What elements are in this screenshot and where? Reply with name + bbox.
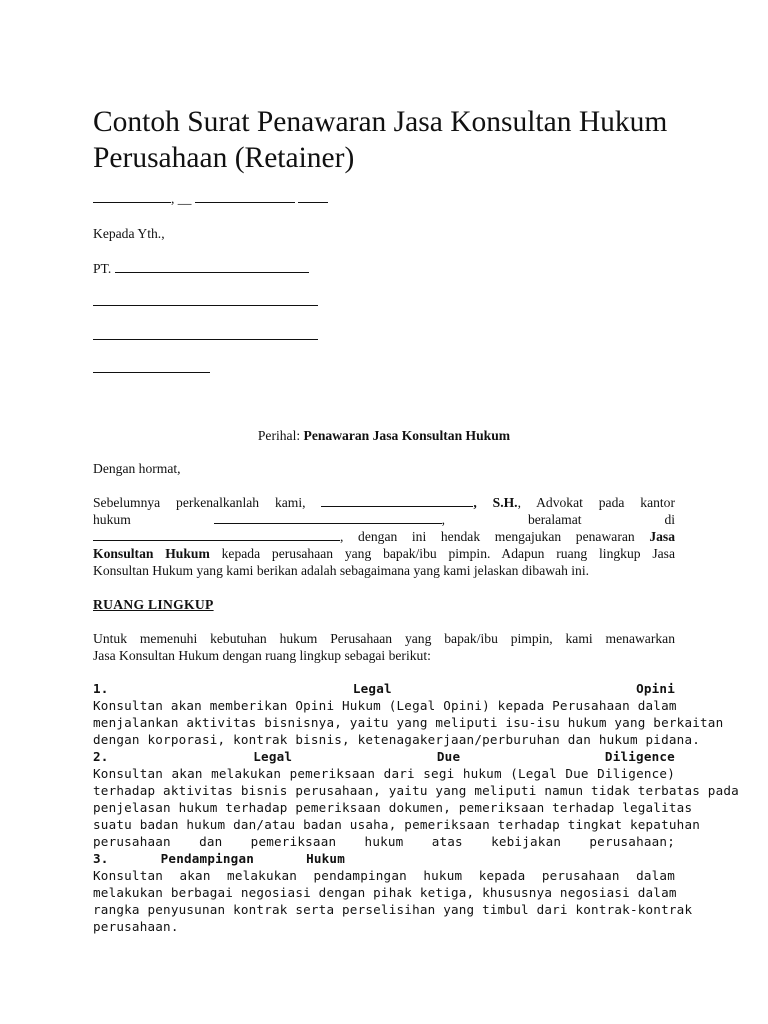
item-2-line: suatu badan hukum dan/atau badan usaha, pemeriksaan terhadap tingkat kepatuhan: [93, 817, 701, 832]
item-1-title: 1. Legal Opini: [93, 681, 675, 696]
subject-line: Perihal: Penawaran Jasa Konsultan Hukum: [257, 428, 511, 443]
date-month-blank: [195, 190, 295, 203]
scope-items: [93, 680, 739, 935]
date-year-blank: [298, 190, 328, 203]
item-3-title: 3. Pendampingan Hukum: [93, 851, 345, 866]
greeting: Dengan hormat,: [93, 461, 181, 476]
item-2-line: terhadap aktivitas bisnis perusahaan, yaitu yang meliputi namun tidak terbatas pada: [93, 783, 739, 798]
item-2-line: perusahaan dan pemeriksaan hukum atas kebijakan perusahaan;: [93, 834, 675, 849]
recipient-salutation: Kepada Yth.,: [93, 226, 165, 241]
address-line-3: [93, 360, 210, 377]
scope-intro: Untuk memenuhi kebutuhan hukum Perusahaan yang bapak/ibu pimpin, kami menawarkan Jasa Konsultan Hukum dengan ruang lingkup sebagai berikut:: [93, 631, 675, 663]
intro-paragraph: Sebelumnya perkenalkanlah kami, , S.H., Advokat pada kantor hukum , beralamat di , dengan ini hendak mengajukan penawaran Jasa Konsultan Hukum kepada perusahaan yang bapak/ibu pimpin. Adapun ruang lingkup Jasa Konsultan Hukum yang kami berikan adalah sebagaimana yang kami jelaskan dibawah ini.: [93, 495, 676, 578]
date-city-blank: [93, 190, 171, 203]
recipient-company-line: PT.: [93, 260, 309, 277]
item-1-line: menjalankan aktivitas bisnisnya, yaitu yang meliputi isu-isu hukum yang berkaitan: [93, 715, 724, 730]
address-line-1: [93, 293, 318, 310]
item-2-line: penjelasan hukum terhadap pemeriksaan dokumen, pemeriksaan terhadap legalitas: [93, 800, 693, 815]
document-title: Contoh Surat Penawaran Jasa Konsultan Hukum Perusahaan (Retainer): [93, 106, 668, 174]
item-3-line: melakukan berbagai negosiasi dengan pihak ketiga, khususnya negosiasi dalam: [93, 885, 677, 900]
item-2-line: Konsultan akan melakukan pemeriksaan dari segi hukum (Legal Due Diligence): [93, 766, 675, 781]
item-1-line: Konsultan akan memberikan Opini Hukum (Legal Opini) kepada Perusahaan dalam: [93, 698, 677, 713]
item-2-title: 2. Legal Due Diligence: [93, 749, 675, 764]
item-3-line: perusahaan.: [93, 919, 179, 934]
item-3-line: Konsultan akan melakukan pendampingan hukum kepada perusahaan dalam: [93, 868, 675, 883]
address-line-2: [93, 327, 318, 344]
item-1-line: dengan korporasi, kontrak bisnis, ketenagakerjaan/perburuhan dan hukum pidana.: [93, 732, 701, 747]
item-3-line: rangka penyusunan kontrak serta perselisihan yang timbul dari kontrak-kontrak: [93, 902, 693, 917]
date-line: , __: [93, 190, 328, 207]
scope-heading: RUANG LINGKUP: [93, 597, 214, 612]
company-name-blank: [115, 260, 309, 273]
